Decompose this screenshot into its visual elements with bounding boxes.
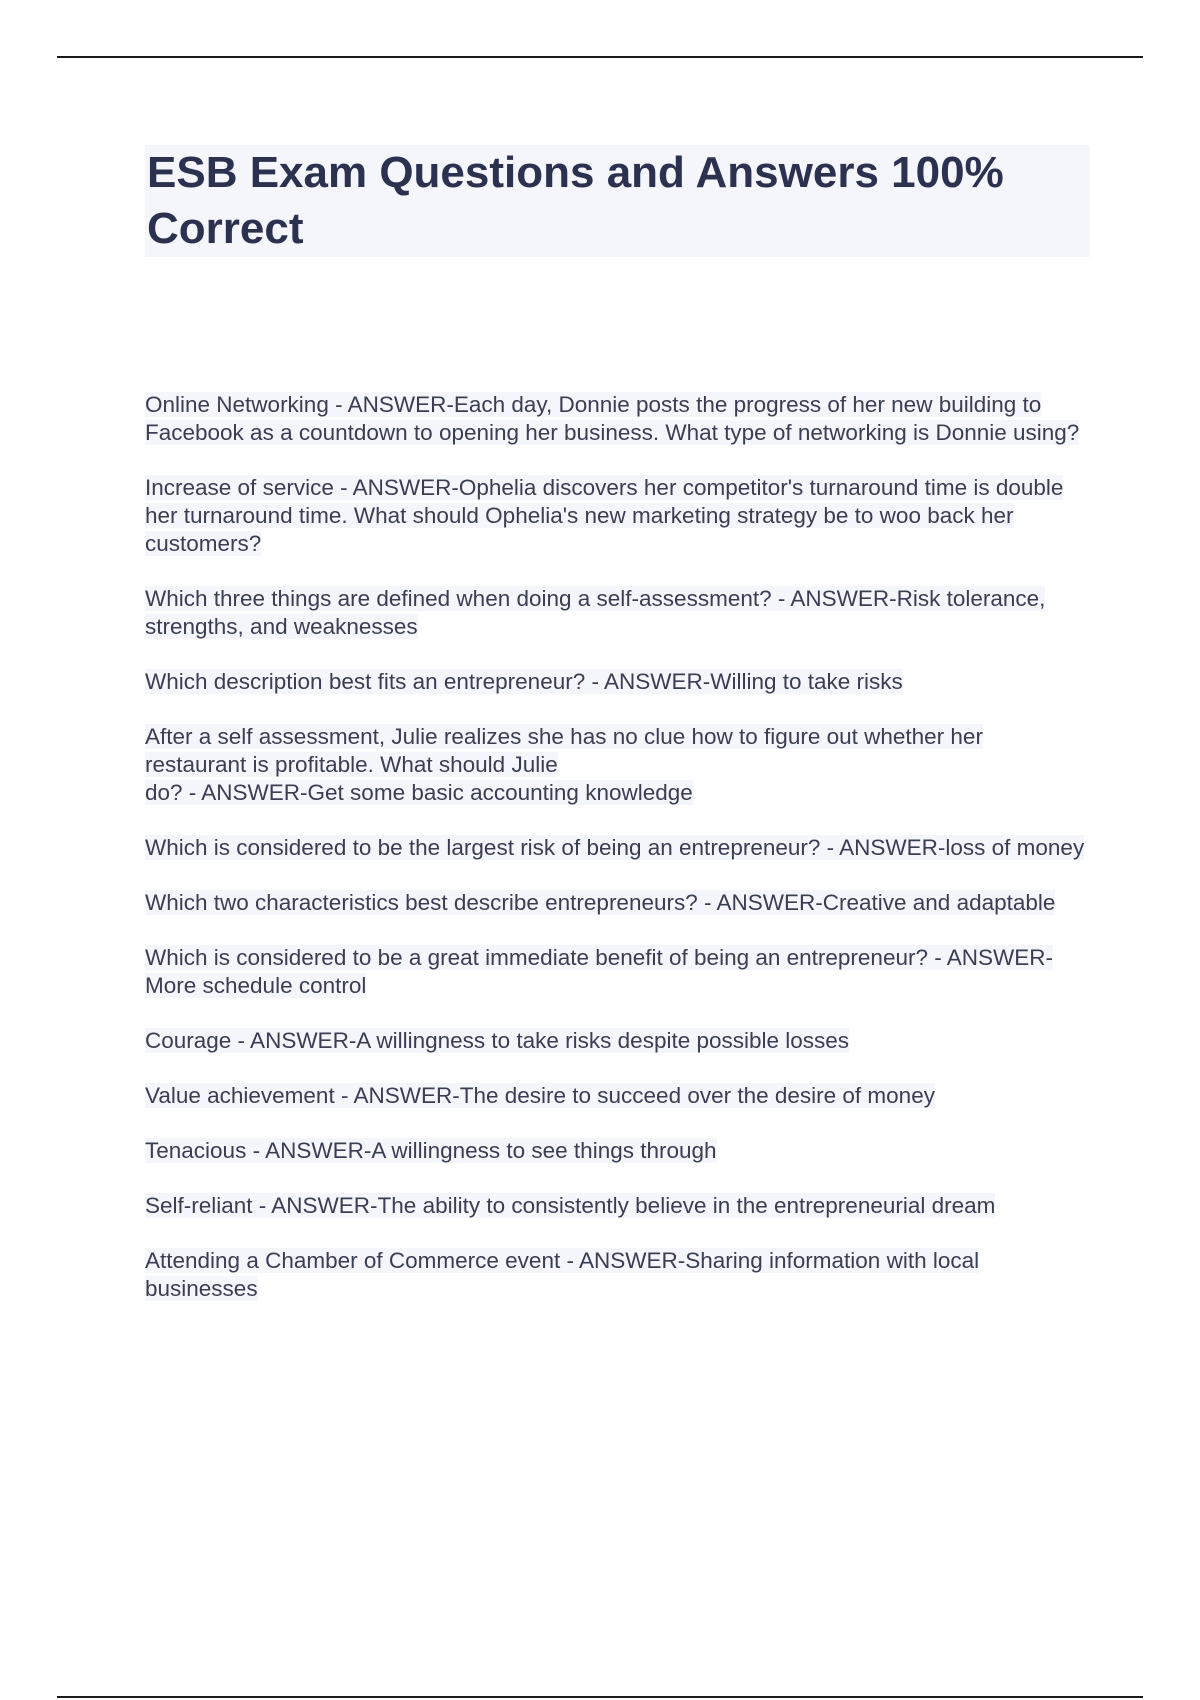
qa-item [145,944,1090,1000]
qa-item [145,1192,1090,1220]
qa-text: Which is considered to be a great immediate benefit of being an entrepreneur? - ANSWER-More schedule control [145,945,1053,998]
qa-list [145,391,1090,1303]
qa-item [145,585,1090,641]
qa-item [145,723,1090,807]
qa-text: Self-reliant - ANSWER-The ability to consistently believe in the entrepreneurial dream [145,1193,996,1218]
qa-item [145,889,1090,917]
top-rule [57,56,1143,58]
qa-item [145,1247,1090,1303]
document-title: ESB Exam Questions and Answers 100% Correct [145,145,1090,257]
qa-text: Value achievement - ANSWER-The desire to succeed over the desire of money [145,1083,935,1108]
qa-item [145,668,1090,696]
qa-text: Which description best fits an entrepreneur? - ANSWER-Willing to take risks [145,669,903,694]
document-body [145,145,1090,1330]
qa-text: Which two characteristics best describe entrepreneurs? - ANSWER-Creative and adaptable [145,890,1056,915]
qa-text: Attending a Chamber of Commerce event - ANSWER-Sharing information with local businesses [145,1248,980,1301]
bottom-rule [57,1696,1143,1698]
qa-text: Which is considered to be the largest risk of being an entrepreneur? - ANSWER-loss of money [145,835,1085,860]
qa-text: Courage - ANSWER-A willingness to take risks despite possible losses [145,1028,850,1053]
qa-item [145,391,1090,447]
qa-text: Increase of service - ANSWER-Ophelia discovers her competitor's turnaround time is double her turnaround time. What should Ophelia's new marketing strategy be to woo back her customers? [145,475,1064,556]
qa-text: Which three things are defined when doing a self-assessment? - ANSWER-Risk tolerance, strengths, and weaknesses [145,586,1046,639]
qa-item [145,1027,1090,1055]
qa-item [145,1082,1090,1110]
qa-text: After a self assessment, Julie realizes she has no clue how to figure out whether her restaurant is profitable. What should Julie [145,724,983,777]
qa-item [145,1137,1090,1165]
qa-text: Online Networking - ANSWER-Each day, Donnie posts the progress of her new building to Facebook as a countdown to opening her business. What type of networking is Donnie using? [145,392,1080,445]
qa-text: do? - ANSWER-Get some basic accounting knowledge [145,780,693,805]
qa-item [145,834,1090,862]
qa-item [145,474,1090,558]
qa-text: Tenacious - ANSWER-A willingness to see things through [145,1138,717,1163]
